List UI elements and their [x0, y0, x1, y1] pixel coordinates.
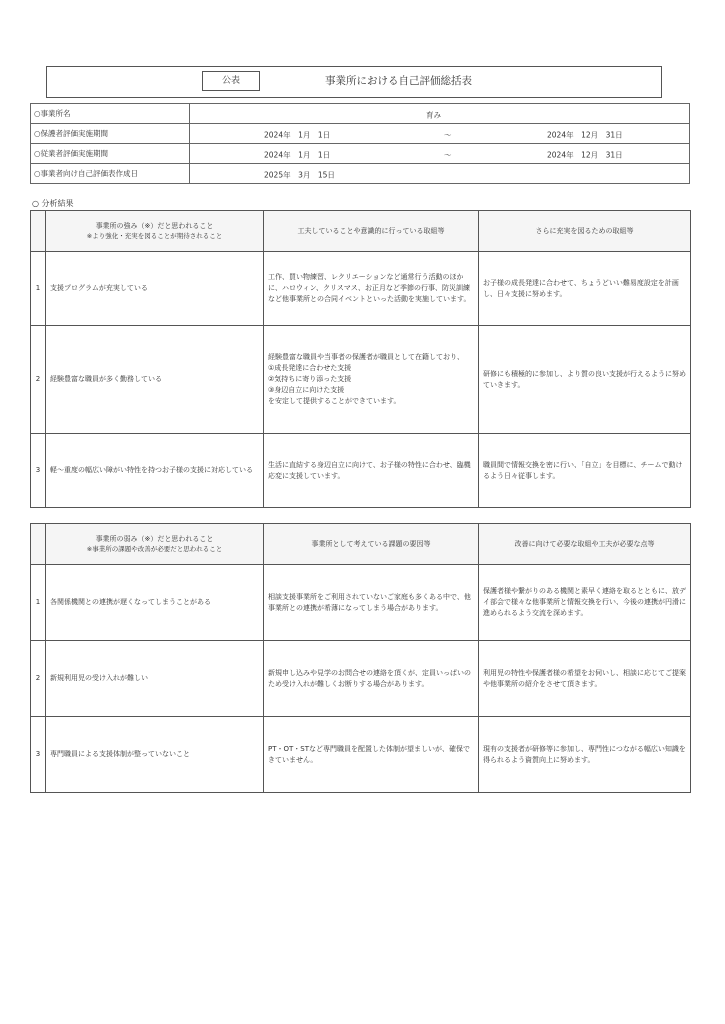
analysis-section-label: ○ 分析結果 — [32, 199, 74, 208]
strength-item: 経験豊富な職員が多く勤務している — [46, 326, 264, 434]
strength-improve: お子様の成長発達に合わせて、ちょうどいい難易度設定を計画し、日々支援に努めます。 — [479, 252, 691, 326]
public-label: 公表 — [202, 71, 260, 91]
strength-effort: 生活に直結する身辺自立に向けて、お子様の特性に合わせ、臨機応変に支援しています。 — [264, 434, 479, 508]
weaknesses-header-item: 事業所の弱み（※）だと思われること ※事業所の課題や改善が必要だと思われること — [46, 524, 264, 565]
office-name: 育み — [426, 110, 441, 120]
staff-period-label: ○従業者評価実施期間 — [31, 144, 190, 164]
table-row — [31, 565, 691, 641]
strength-item: 軽～重度の幅広い障がい特性を持つお子様の支援に対応している — [46, 434, 264, 508]
row-number: 1 — [31, 565, 46, 641]
weakness-item: 専門職員による支援体制が整っていないこと — [46, 717, 264, 793]
guardian-period-label: ○保護者評価実施期間 — [31, 124, 190, 144]
row-number: 3 — [31, 434, 46, 508]
guardian-start-date: 2024年 1月 1日 — [264, 130, 331, 140]
guardian-tilde: ～ — [444, 130, 452, 140]
weaknesses-header-cause: 事業所として考えている課題の要因等 — [264, 524, 479, 565]
row-number: 3 — [31, 717, 46, 793]
weakness-item: 新規利用児の受け入れが難しい — [46, 641, 264, 717]
weakness-cause: 新規申し込みや見学のお問合せの連絡を頂くが、定員いっぱいのため受け入れが難しくお断りする場合があります。 — [264, 641, 479, 717]
table-row — [31, 252, 691, 326]
weaknesses-header-improve: 改善に向けて必要な取組や工夫が必要な点等 — [479, 524, 691, 565]
strengths-header-item: 事業所の強み（※）だと思われること ※より強化・充実を図ることが期待されること — [46, 211, 264, 252]
title-box — [46, 66, 662, 98]
weakness-improve: 現有の支援者が研修等に参加し、専門性につながる幅広い知識を得られるよう資質向上に努めます。 — [479, 717, 691, 793]
strength-item: 支援プログラムが充実している — [46, 252, 264, 326]
table-row — [31, 717, 691, 793]
staff-end-date: 2024年 12月 31日 — [547, 150, 623, 160]
strengths-header-effort: 工夫していることや意識的に行っている取組等 — [264, 211, 479, 252]
row-number: 1 — [31, 252, 46, 326]
row-number: 2 — [31, 641, 46, 717]
staff-tilde: ～ — [444, 150, 452, 160]
staff-start-date: 2024年 1月 1日 — [264, 150, 331, 160]
strength-effort: 経験豊富な職員や当事者の保護者が職員として在籍しており、 ①成長発達に合わせた支援 ②気持ちに寄り添った支援 ③身辺自立に向けた支援 を安定して提供することができています。 — [264, 326, 479, 434]
weakness-improve: 利用児の特性や保護者様の希望をお伺いし、相談に応じてご提案や他事業所の紹介をさせて頂きます。 — [479, 641, 691, 717]
table-row — [31, 326, 691, 434]
strength-improve: 研修にも積極的に参加し、より質の良い支援が行えるように努めていきます。 — [479, 326, 691, 434]
weakness-item: 各関係機関との連携が遅くなってしまうことがある — [46, 565, 264, 641]
info-table — [30, 103, 690, 184]
weakness-improve: 保護者様や繋がりのある機関と素早く連絡を取るとともに、放デイ部会で様々な他事業所と情報交換を行い、今後の連携が円滑に進められるよう交流を深めます。 — [479, 565, 691, 641]
weakness-cause: PT・OT・STなど専門職員を配置した体制が望ましいが、確保できていません。 — [264, 717, 479, 793]
office-name-label: ○事業所名 — [31, 104, 190, 124]
guardian-end-date: 2024年 12月 31日 — [547, 130, 623, 140]
strength-improve: 職員間で情報交換を密に行い、「自立」を目標に、チームで動けるよう日々従事します。 — [479, 434, 691, 508]
strength-effort: 工作、買い物練習、レクリエーションなど通常行う活動のほかに、ハロウィン、クリスマス、お正月など季節の行事、防災訓練など他事業所との合同イベントといった活動を実施しています。 — [264, 252, 479, 326]
row-number: 2 — [31, 326, 46, 434]
document-title: 事業所における自己評価総括表 — [325, 75, 472, 87]
weakness-cause: 相談支援事業所をご利用されていないご家庭も多くある中で、他事業所との連携が希薄になってしまう場合があります。 — [264, 565, 479, 641]
table-row — [31, 641, 691, 717]
strengths-table — [30, 210, 691, 508]
weaknesses-table — [30, 523, 691, 793]
strengths-header-improve: さらに充実を図るための取組等 — [479, 211, 691, 252]
created-date: 2025年 3月 15日 — [264, 170, 335, 180]
created-date-label: ○事業者向け自己評価表作成日 — [31, 164, 190, 184]
table-row — [31, 434, 691, 508]
